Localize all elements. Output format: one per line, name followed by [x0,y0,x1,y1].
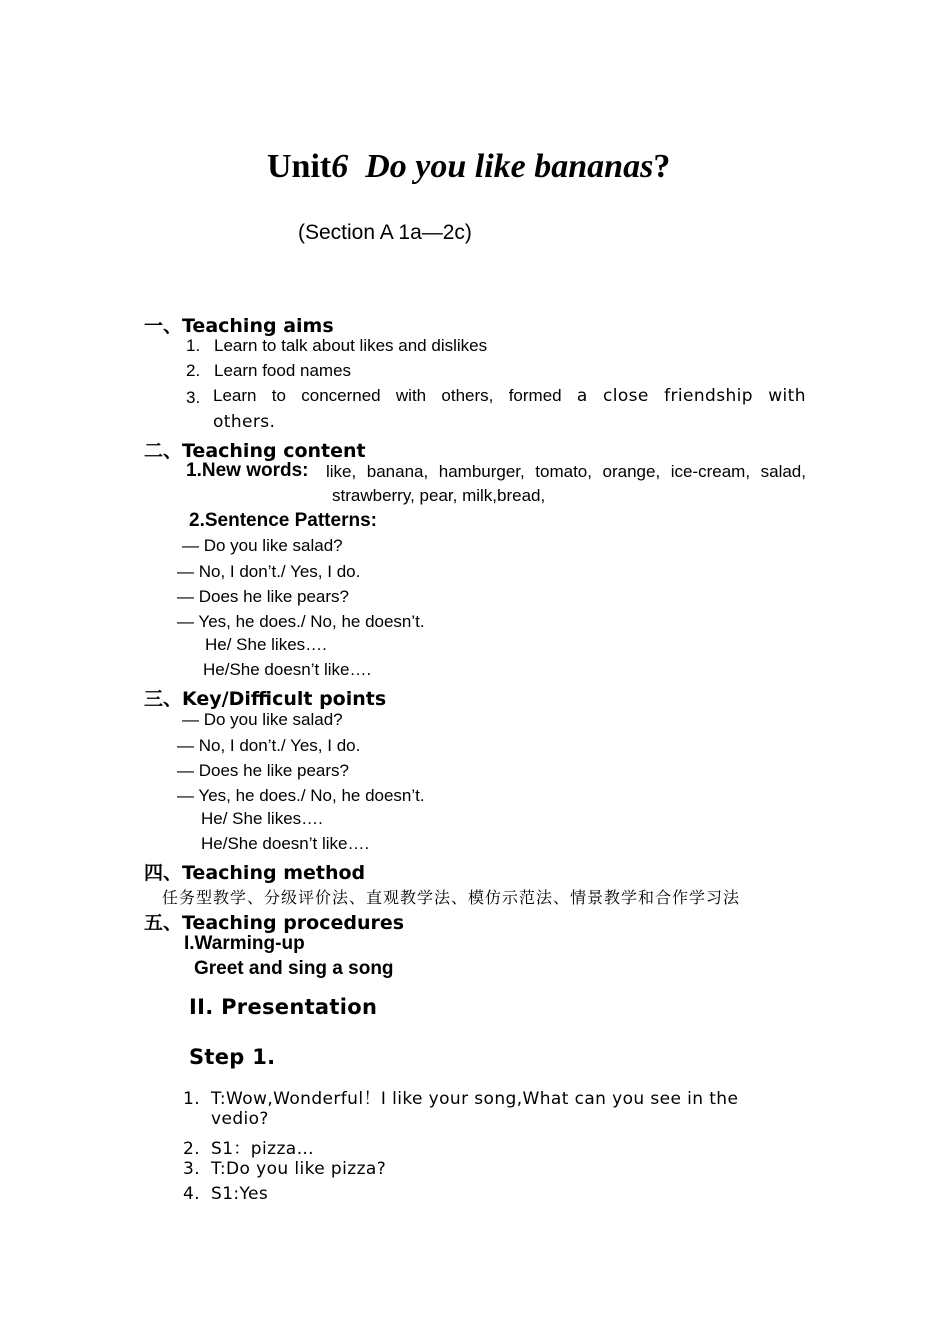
key-line: He/She doesn’t like…. [201,834,370,853]
dialog-number: 2. [183,1139,201,1159]
aim-item-1 [186,336,487,356]
dialog-text: S1:Yes [211,1184,269,1204]
page-title [267,148,670,186]
method-text: 任务型教学、分级评价法、直观教学法、模仿示范法、情景教学和合作学习法 [162,888,741,907]
pattern-line: He/She doesn’t like…. [203,660,372,679]
dialog-number: 3. [183,1159,201,1179]
aim-text-line [213,386,806,406]
pattern-line: He/ She likes…. [205,635,327,654]
aim-number: 3. [186,388,201,407]
new-word: tomato, [535,462,592,481]
new-words-line [326,462,806,482]
key-line: — No, I don’t./ Yes, I do. [177,736,361,755]
title-prefix: Unit [267,148,332,185]
new-word: ice-cream, [670,462,751,481]
key-line: He/ She likes…. [201,809,323,828]
dialog-text: S1：pizza… [211,1139,314,1159]
greet-line: Greet and sing a song [194,958,394,979]
patterns-label: 2.Sentence Patterns: [189,510,377,531]
dialog-number: 4. [183,1184,201,1204]
aim-text: Learn to talk about likes and dislikes [214,336,488,355]
dialog-number: 1. [183,1089,201,1109]
aim-word: friendship [664,386,753,406]
aim-word: with [395,386,427,405]
dialog-text: T:Wow,Wonderful！I like your song,What can you see in the [211,1089,739,1109]
dialog-item-4 [183,1184,268,1204]
key-line: — Do you like salad? [182,710,343,729]
new-word: salad, [760,462,806,481]
dialog-text: T:Do you like pizza? [211,1159,387,1179]
title-number: 6 [331,148,349,185]
section-heading-content: 二、Teaching content [144,440,366,462]
aim-item-2 [186,361,351,381]
new-words-label: 1.New words: [186,460,309,481]
dialog-item-1 [183,1084,738,1109]
aim-word: close [603,386,649,406]
aim-word: a [576,386,588,406]
key-line: — Yes, he does./ No, he doesn’t. [177,786,425,805]
section-heading-key: 三、Key/Difficult points [144,688,387,710]
dialog-item-1-cont: vedio? [211,1109,269,1129]
dialog-item-3 [183,1159,386,1179]
pattern-line: — No, I don’t./ Yes, I do. [177,562,361,581]
pattern-line: — Do you like salad? [182,536,343,555]
aim-word: to [271,386,286,405]
aim-text: Learn food names [214,361,352,380]
new-words-line-2: strawberry, pear, milk,bread, [332,486,546,505]
aim-word: others, [441,386,494,405]
aim-word: concerned [301,386,381,405]
section-heading-procedures: 五、Teaching procedures [144,912,405,934]
title-qmark: ? [653,148,671,185]
pattern-line: — Does he like pears? [177,587,349,606]
pattern-line: — Yes, he does./ No, he doesn’t. [177,612,425,631]
new-word: hamburger, [438,462,525,481]
warmup-heading: I.Warming-up [184,933,305,954]
new-word: like, [326,462,357,481]
aim-word: formed [508,386,562,405]
aim-number: 1. [186,336,201,355]
presentation-heading: II. Presentation [189,995,378,1019]
new-word: orange, [602,462,661,481]
aim-word: Learn [213,386,257,405]
dialog-item-2 [183,1134,314,1159]
new-word: banana, [366,462,429,481]
step-heading: Step 1. [189,1045,276,1069]
section-heading-method: 四、Teaching method [144,862,366,884]
page-subtitle: (Section A 1a—2c) [298,221,472,244]
aim-number: 2. [186,361,201,380]
aim-text-cont: others. [213,412,276,432]
title-rest: Do you like bananas [365,148,654,185]
key-line: — Does he like pears? [177,761,349,780]
section-heading-aims: 一、Teaching aims [144,315,334,337]
aim-word: with [768,386,806,406]
